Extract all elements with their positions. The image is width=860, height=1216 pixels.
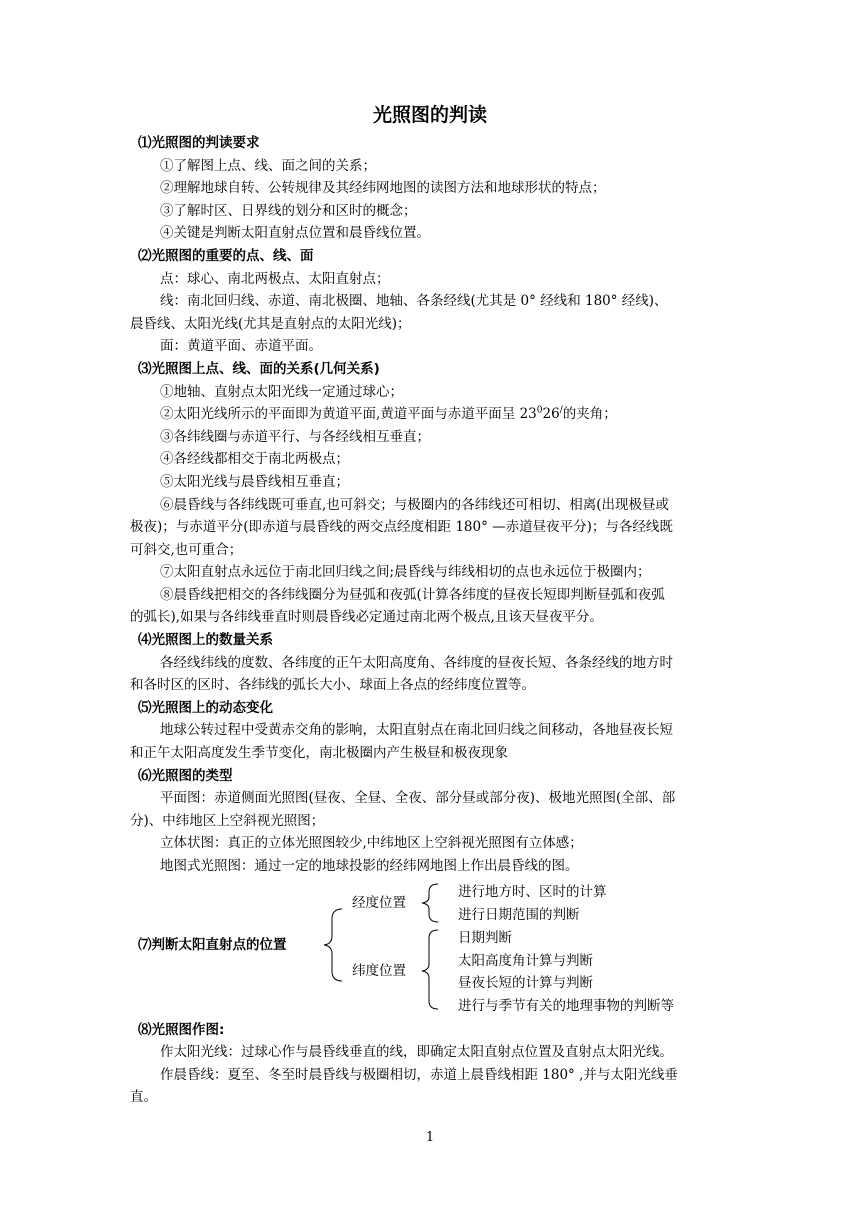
paragraph-line: 作太阳光线：过球心作与晨昏线垂直的线，即确定太阳直射点位置及直射点太阳光线。: [160, 1044, 673, 1061]
section-heading-7: ⑺判断太阳直射点的位置: [138, 936, 287, 953]
list-item: ①地轴、直射点太阳光线一定通过球心；: [160, 383, 403, 400]
list-item: 进行地方时、区时的计算: [458, 883, 607, 900]
list-item: 太阳高度角计算与判断: [458, 952, 593, 969]
paragraph-line: 地球公转过程中受黄赤交角的影响，太阳直射点在南北回归线之间移动，各地昼夜长短: [160, 722, 673, 739]
section-heading-3: ⑶光照图上点、线、面的关系(几何关系): [138, 360, 380, 377]
list-item: ③了解时区、日界线的划分和区时的概念；: [160, 202, 417, 219]
text-run: ②太阳光线所示的平面即为黄道平面,黄道平面与赤道平面呈 23: [160, 406, 537, 423]
section-heading-1: ⑴光照图的判读要求: [138, 135, 260, 151]
section-heading-8: ⑻光照图作图:: [138, 1021, 225, 1038]
paragraph-line: 分)、中纬地区上空斜视光照图；: [130, 812, 325, 829]
paragraph-line: 可斜交,也可重合；: [130, 541, 243, 558]
paragraph-line: 各经线纬线的度数、各纬度的正午太阳高度角、各纬度的昼夜长短、各条经线的地方时: [160, 654, 673, 671]
latitude-label: 纬度位置: [352, 962, 406, 979]
section-heading-5: ⑸光照图上的动态变化: [138, 699, 273, 716]
paragraph-line: 点：球心、南北两极点、太阳直射点；: [160, 270, 390, 287]
paragraph-line: 地图式光照图：通过一定的地球投影的经纬网地图上作出晨昏线的图。: [160, 858, 579, 874]
longitude-label: 经度位置: [352, 894, 406, 911]
list-item: ③各纬线圈与赤道平行、与各经线相互垂直；: [160, 428, 430, 445]
paragraph-line: 极夜)；与赤道平分(即赤道与晨昏线的两交点经度相距 180° —赤道昼夜平分)；与各经线既: [130, 519, 673, 536]
section-heading-2: ⑵光照图的重要的点、线、面: [138, 247, 314, 264]
paragraph-line: 作晨昏线：夏至、冬至时晨昏线与极圈相切，赤道上晨昏线相距 180° ,并与太阳光线垂: [160, 1066, 678, 1083]
list-item: 昼夜长短的计算与判断: [458, 974, 593, 991]
list-item: 进行与季节有关的地理事物的判断等: [458, 997, 674, 1014]
list-item: ④各经线都相交于南北两极点；: [160, 451, 349, 468]
list-item: ⑤太阳光线与晨昏线相互垂直；: [160, 473, 349, 490]
list-item: ⑥晨昏线与各纬线既可垂直,也可斜交；与极圈内的各纬线还可相切、相离(出现极昼或: [160, 496, 670, 513]
list-item: 日期判断: [458, 929, 512, 946]
sun-point-diagram: [130, 878, 730, 1013]
paragraph-line: 和各时区的区时、各纬线的弧长大小、球面上各点的经纬度位置等。: [130, 677, 535, 694]
text-run: 的夹角；: [562, 406, 617, 423]
list-item: 进行日期范围的判断: [458, 906, 580, 923]
section-heading-6: ⑹光照图的类型: [138, 767, 233, 784]
text-run: 26: [542, 406, 560, 423]
page-number: 1: [425, 1130, 435, 1145]
paragraph-line: 立体状图：真正的立体光照图较少,中纬地区上空斜视光照图有立体感；: [160, 835, 583, 852]
list-item: ①了解图上点、线、面之间的关系；: [160, 157, 376, 174]
section-heading-4: ⑷光照图上的数量关系: [138, 632, 273, 649]
document-body: [130, 132, 730, 1109]
list-item: ⑧晨昏线把相交的各纬线圈分为昼弧和夜弧(计算各纬度的昼夜长短即判断昼弧和夜弧: [160, 586, 665, 603]
superscript: 0: [536, 405, 543, 416]
list-item: [130, 403, 730, 426]
paragraph-line: 线：南北回归线、赤道、南北极圈、地轴、各条经线(尤其是 0° 经线和 180° 经线)、: [160, 293, 668, 310]
list-item: ④关键是判断太阳直射点位置和晨昏线位置。: [160, 225, 430, 242]
list-item: ②理解地球自转、公转规律及其经纬网地图的读图方法和地球形状的特点；: [160, 180, 606, 197]
paragraph-line: 面：黄道平面、赤道平面。: [160, 338, 322, 355]
paragraph-line: 晨昏线、太阳光线(尤其是直射点的太阳光线)；: [130, 315, 411, 332]
paragraph-line: 的弧长),如果与各纬线垂直时则晨昏线必定通过南北两个极点,且该天昼夜平分。: [130, 609, 603, 626]
page-title: 光照图的判读: [372, 104, 487, 126]
paragraph-line: 直。: [130, 1089, 157, 1106]
list-item: ⑦太阳直射点永远位于南北回归线之间;晨昏线与纬线相切的点也永远位于极圈内；: [160, 564, 651, 581]
paragraph-line: 和正午太阳高度发生季节变化，南北极圈内产生极昼和极夜现象: [130, 745, 508, 762]
superscript: /: [559, 405, 563, 416]
paragraph-line: 平面图：赤道侧面光照图(昼夜、全昼、全夜、部分昼或部分夜)、极地光照图(全部、部: [160, 790, 676, 807]
